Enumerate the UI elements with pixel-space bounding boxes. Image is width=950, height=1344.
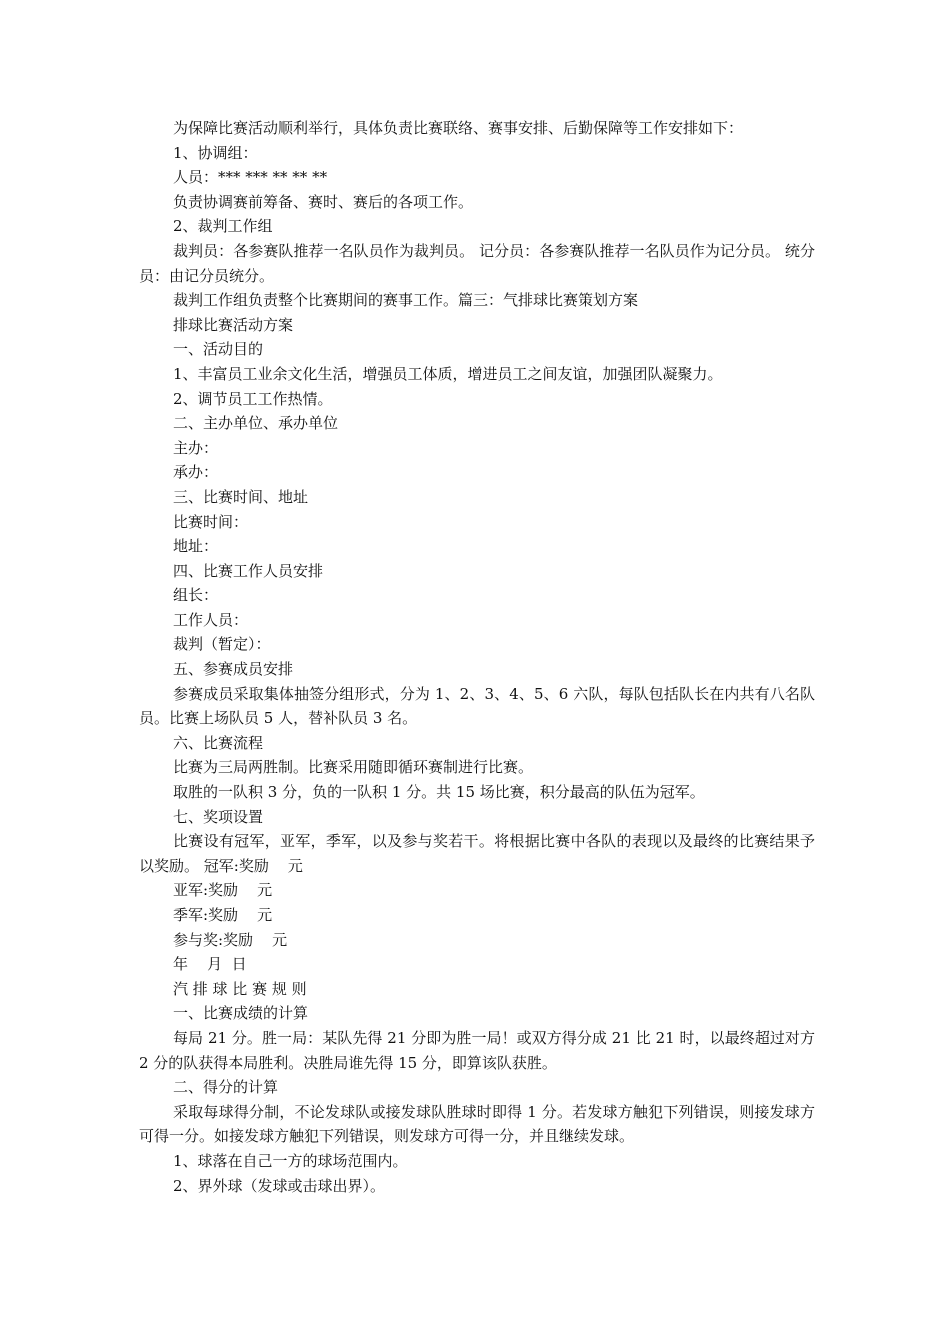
- paragraph: 人员：*** *** ** ** **: [173, 168, 328, 187]
- paragraph: 取胜的一队积 3 分，负的一队积 1 分。共 15 场比赛，积分最高的队伍为冠军。: [173, 783, 705, 802]
- section-heading: 一、比赛成绩的计算: [173, 1004, 309, 1023]
- section-heading: 七、奖项设置: [173, 807, 264, 826]
- paragraph: 承办：: [173, 463, 219, 482]
- date-line: 年 月 日: [173, 955, 247, 974]
- paragraph: 工作人员：: [173, 610, 249, 629]
- paragraph: 组长：: [173, 586, 219, 605]
- section-heading: 六、比赛流程: [173, 733, 264, 752]
- paragraph: 裁判员：各参赛队推荐一名队员作为裁判员。 记分员：各参赛队推荐一名队员作为记分员。 统分员：由记分员统分。: [139, 241, 815, 285]
- paragraph: 地址：: [173, 537, 219, 556]
- paragraph: 比赛设有冠军，亚军，季军，以及参与奖若干。将根据比赛中各队的表现以及最终的比赛结果予以奖励。 冠军:奖励 元: [139, 832, 815, 875]
- paragraph: 参与奖:奖励 元: [173, 930, 288, 949]
- document-title: 排球比赛活动方案: [173, 315, 294, 334]
- paragraph: 比赛时间：: [173, 512, 249, 531]
- paragraph: 采取每球得分制，不论发球队或接发球队胜球时即得 1 分。若发球方触犯下列错误，则接发球方可得一分。如接发球方触犯下列错误，则发球方可得一分，并且继续发球。: [139, 1102, 815, 1146]
- paragraph: 每局 21 分。胜一局：某队先得 21 分即为胜一局！或双方得分成 21 比 21 时，以最终超过对方 2 分的队获得本局胜利。决胜局谁先得 15 分，即算该队获胜。: [139, 1028, 820, 1072]
- section-heading: 四、比赛工作人员安排: [173, 561, 324, 580]
- section-heading: 2、裁判工作组: [173, 217, 273, 236]
- paragraph: 裁判（暂定）：: [173, 635, 271, 654]
- paragraph: 裁判工作组负责整个比赛期间的赛事工作。篇三：气排球比赛策划方案: [173, 291, 639, 310]
- document-body: [139, 116, 820, 1198]
- section-heading: 五、参赛成员安排: [173, 660, 294, 679]
- paragraph: 2、调节员工工作热情。: [173, 389, 333, 408]
- paragraph: 1、球落在自己一方的球场范围内。: [173, 1151, 408, 1170]
- paragraph: 1、协调组：: [173, 143, 258, 162]
- paragraph: 负责协调赛前筹备、赛时、赛后的各项工作。: [173, 192, 474, 211]
- rules-title: 汽 排 球 比 赛 规 则: [173, 979, 307, 998]
- section-heading: 三、比赛时间、地址: [173, 487, 309, 506]
- paragraph: 1、丰富员工业余文化生活，增强员工体质，增进员工之间友谊，加强团队凝聚力。: [173, 364, 723, 383]
- section-heading: 二、主办单位、承办单位: [173, 414, 339, 433]
- paragraph: 亚军:奖励 元: [173, 881, 273, 900]
- section-heading: 二、得分的计算: [173, 1078, 279, 1097]
- paragraph: 2、界外球（发球或击球出界）。: [173, 1176, 386, 1195]
- section-heading: 一、活动目的: [173, 340, 264, 359]
- paragraph: 比赛为三局两胜制。比赛采用随即循环赛制进行比赛。: [173, 758, 534, 777]
- paragraph: 参赛成员采取集体抽签分组形式，分为 1、2、3、4、5、6 六队，每队包括队长在内共有八名队员。比赛上场队员 5 人，替补队员 3 名。: [139, 684, 815, 728]
- paragraph: 主办：: [173, 438, 219, 457]
- paragraph: 为保障比赛活动顺利举行，具体负责比赛联络、赛事安排、后勤保障等工作安排如下：: [173, 119, 744, 137]
- paragraph: 季军:奖励 元: [173, 906, 273, 924]
